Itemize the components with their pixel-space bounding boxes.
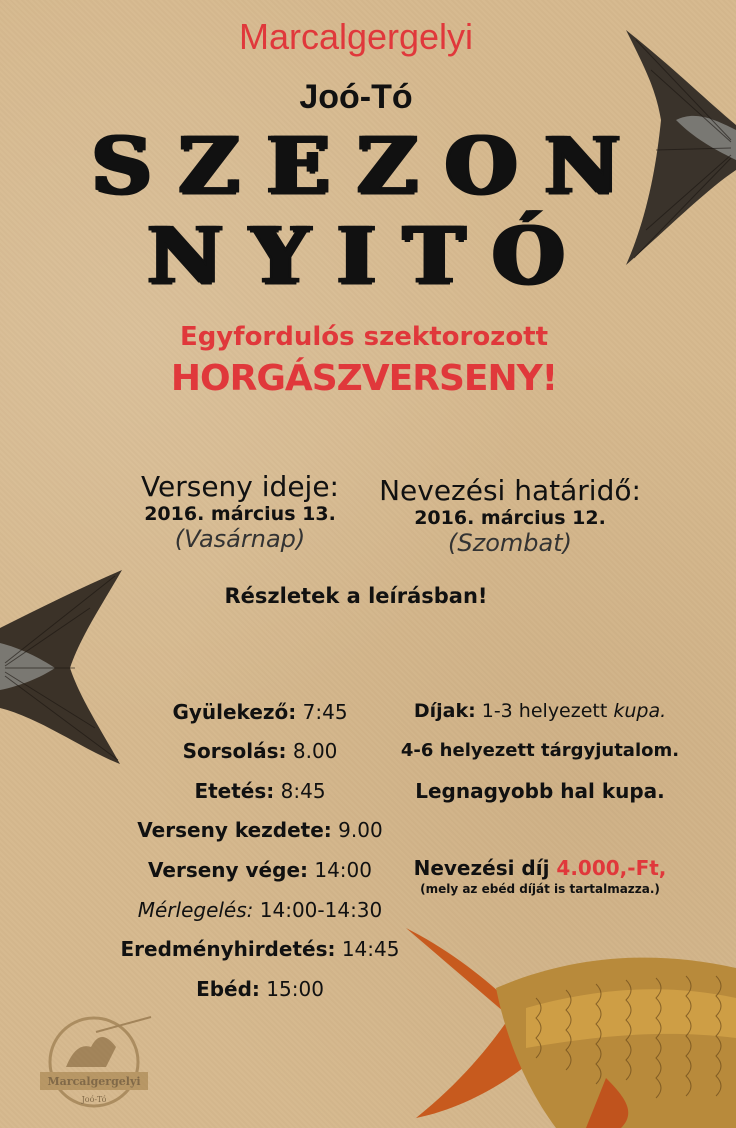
prizes-line1: Díjak: 1-3 helyezett kupa. [413, 700, 667, 722]
details-note: Részletek a leírásban! [224, 584, 488, 608]
registration-date: 2016. március 12. [414, 507, 606, 529]
competition-info [110, 470, 370, 553]
subtitle-line1: Egyfordulós szektorozott [179, 322, 549, 352]
schedule-item: Gyülekező: 7:45 [172, 700, 348, 724]
fee-line: Nevezési díj 4.000,-Ft, [413, 856, 667, 880]
fee-note: (mely az ebéd díját is tartalmazza.) [420, 882, 660, 896]
logo-emblem-icon [36, 1012, 156, 1112]
title-lake: Joó-Tó [299, 78, 413, 116]
logo-text: Marcalgergelyi [47, 1075, 141, 1088]
prizes-line3: Legnagyobb hal kupa. [415, 779, 665, 803]
schedule-item: Mérlegelés: 14:00-14:30 [137, 898, 383, 922]
logo-subtext: Joó-Tó [81, 1095, 107, 1104]
schedule-item: Ebéd: 15:00 [196, 977, 324, 1001]
title-season: SZEZON [92, 120, 648, 212]
competition-label: Verseny ideje: [141, 470, 339, 503]
registration-label: Nevezési határidő: [379, 474, 641, 507]
prizes-line2: 4-6 helyezett tárgyjutalom. [400, 740, 680, 761]
schedule-item: Eredményhirdetés: 14:45 [120, 937, 400, 961]
registration-info [360, 474, 660, 557]
subtitle-line2: HORGÁSZVERSENY! [170, 358, 558, 399]
schedule-item: Verseny vége: 14:00 [148, 858, 372, 882]
schedule-item: Sorsolás: 8.00 [182, 739, 338, 763]
competition-day: (Vasárnap) [174, 525, 306, 553]
title-town: Marcalgergelyi [238, 16, 474, 57]
title-opening: NYITÓ [147, 210, 593, 302]
schedule-item: Etetés: 8:45 [194, 779, 326, 803]
competition-date: 2016. március 13. [144, 503, 336, 525]
schedule-item: Verseny kezdete: 9.00 [137, 818, 383, 842]
registration-day: (Szombat) [448, 529, 572, 557]
